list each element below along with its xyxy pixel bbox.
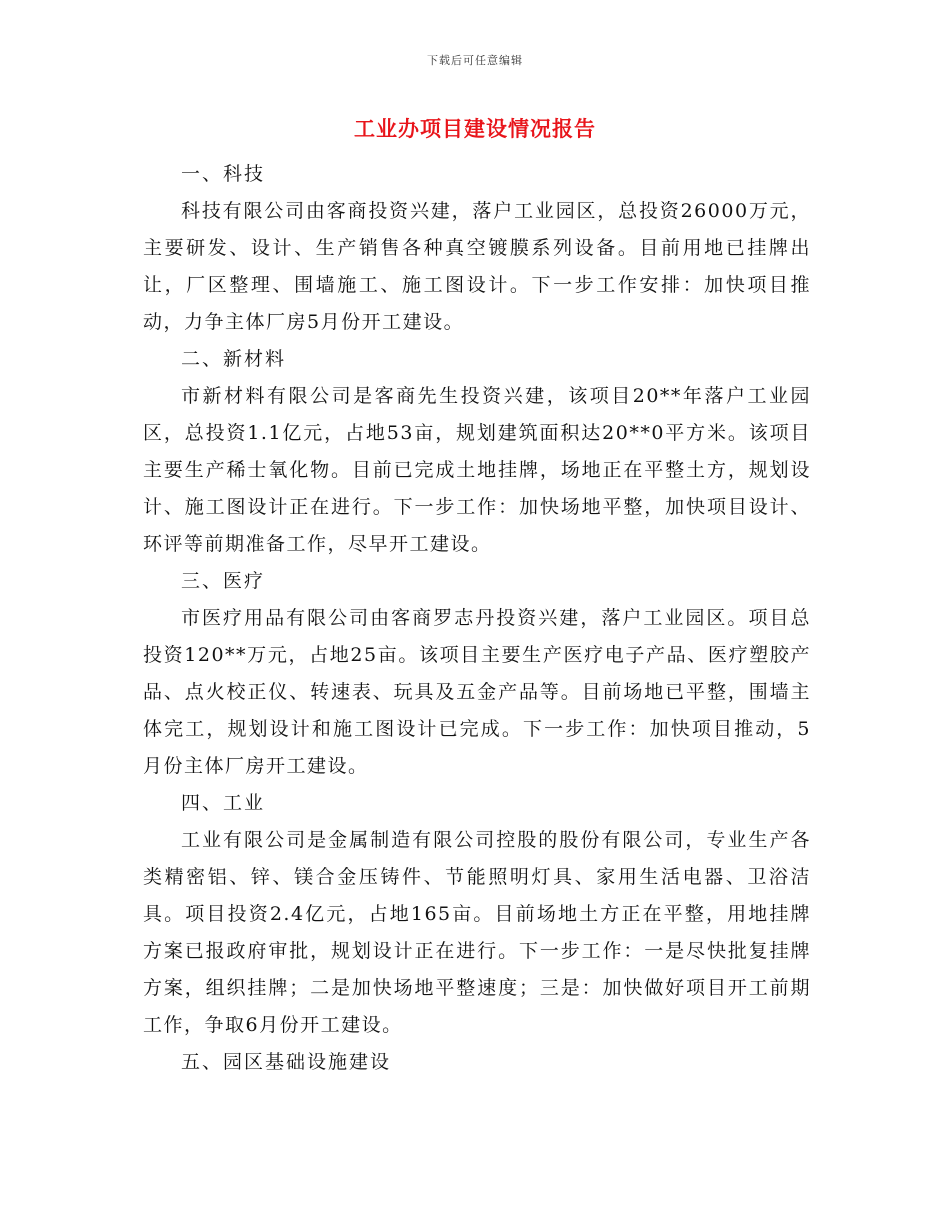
section-heading: 三、医疗: [181, 570, 266, 592]
section-heading: 四、工业: [181, 792, 266, 814]
section-paragraph: 科技有限公司由客商投资兴建，落户工业园区，总投资26000万元，主要研发、设计、生产销售各种真空镀膜系列设备。目前用地已挂牌出让，厂区整理、围墙施工、施工图设计。下一步工作安排：加快项目推动，力争主体厂房5月份开工建设。: [143, 200, 811, 333]
section-2: [143, 341, 811, 563]
section-paragraph: 市新材料有限公司是客商先生投资兴建，该项目20**年落户工业园区，总投资1.1亿元，占地53亩，规划建筑面积达20**0平方米。该项目主要生产稀士氧化物。目前已完成土地挂牌，场地正在平整土方，规划设计、施工图设计正在进行。下一步工作：加快场地平整，加快项目设计、环评等前期准备工作，尽早开工建设。: [143, 385, 811, 555]
section-3: [143, 563, 811, 785]
section-heading: 二、新材料: [181, 348, 287, 370]
section-1: [143, 156, 811, 341]
document-body: [143, 156, 811, 1081]
document-title: 工业办项目建设情况报告: [354, 116, 596, 141]
section-paragraph: 市医疗用品有限公司由客商罗志丹投资兴建，落户工业园区。项目总投资120**万元，占地25亩。该项目主要生产医疗电子产品、医疗塑胶产品、点火校正仪、转速表、玩具及五金产品等。目前场地已平整，围墙主体完工，规划设计和施工图设计已完成。下一步工作：加快项目推动，5月份主体厂房开工建设。: [143, 607, 811, 777]
section-paragraph: 工业有限公司是金属制造有限公司控股的股份有限公司，专业生产各类精密铝、锌、镁合金压铸件、节能照明灯具、家用生活电器、卫浴洁具。项目投资2.4亿元，占地165亩。目前场地土方正在平整，用地挂牌方案已报政府审批，规划设计正在进行。下一步工作：一是尽快批复挂牌方案，组织挂牌；二是加快场地平整速度；三是：加快做好项目开工前期工作，争取6月份开工建设。: [143, 829, 811, 1036]
header-note: 下载后可任意编辑: [427, 54, 523, 67]
section-heading: 一、科技: [181, 163, 266, 185]
section-heading: 五、园区基础设施建设: [181, 1051, 392, 1073]
section-4: [143, 785, 811, 1044]
section-5: [143, 1044, 811, 1081]
